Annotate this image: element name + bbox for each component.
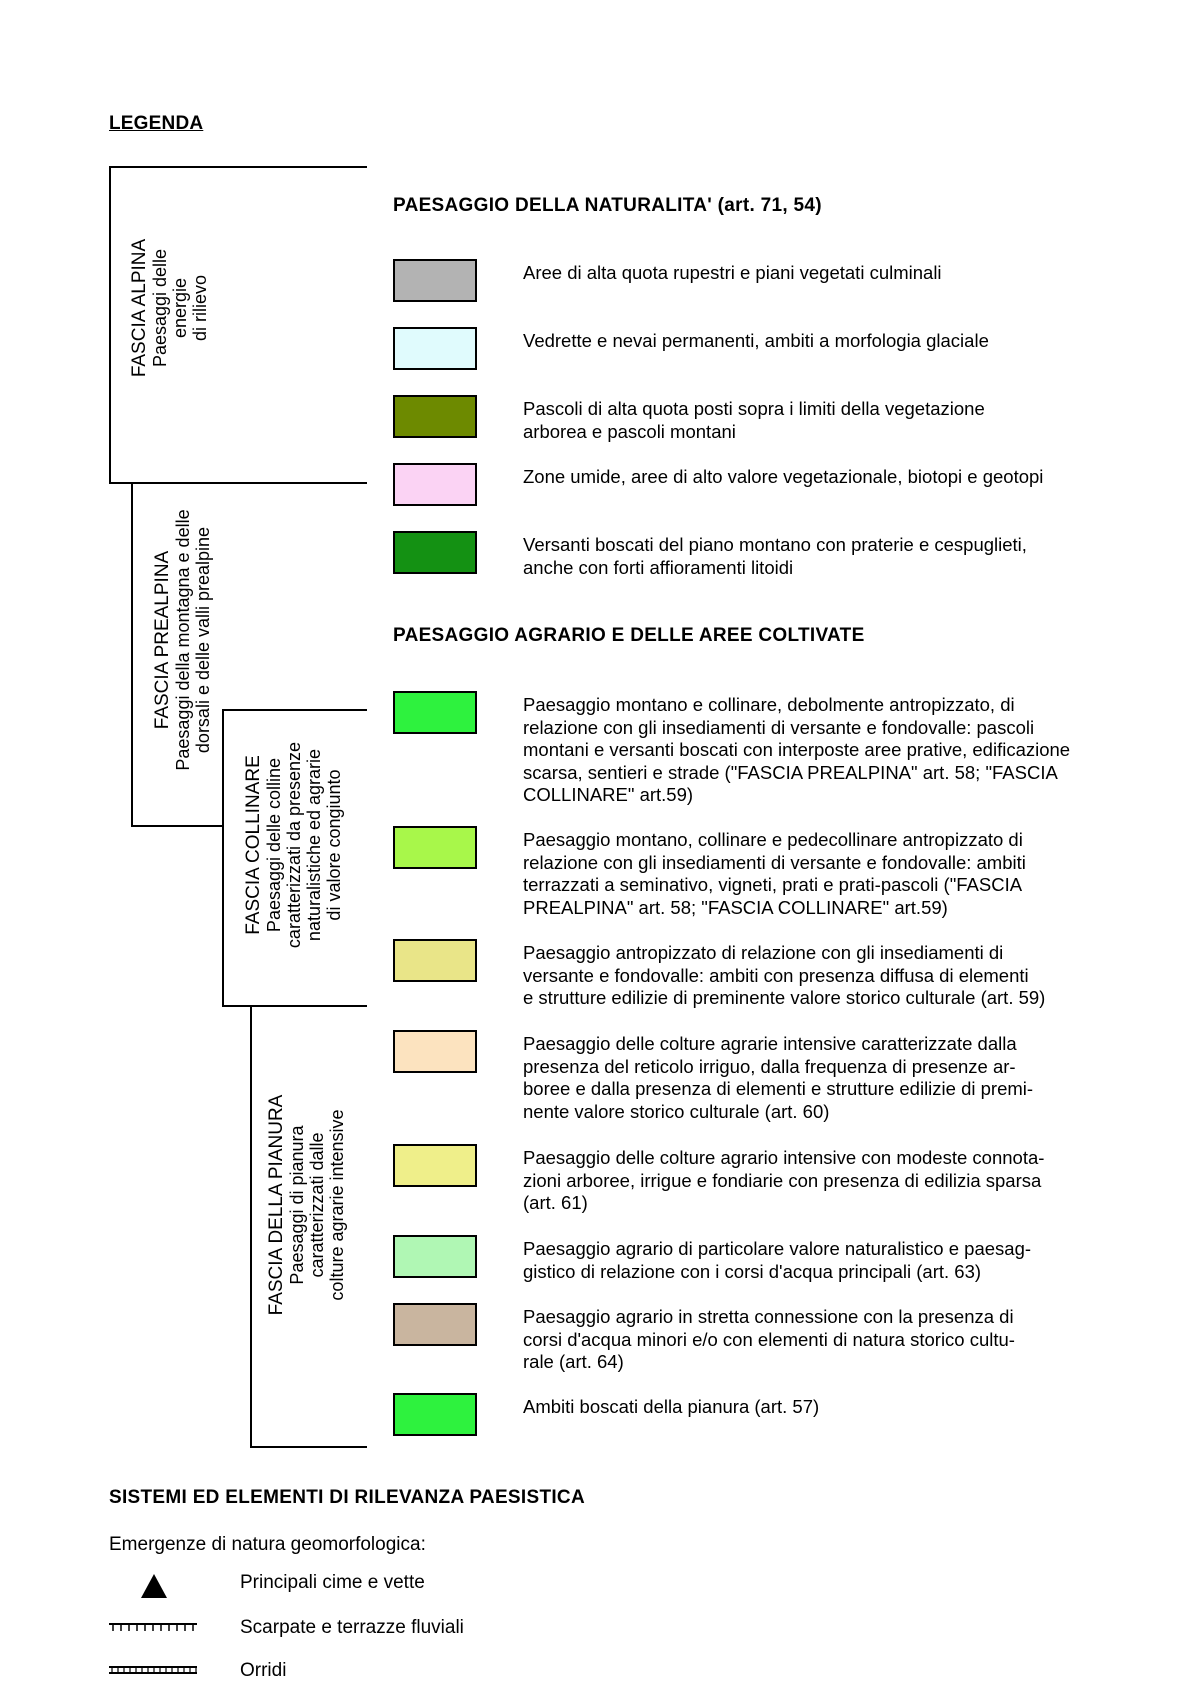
band-name: FASCIA PREALPINA <box>152 550 173 730</box>
item-description: Paesaggio montano, collinare e pedecollinare antropizzato di relazione con gli insediamenti di versante e fondovalle: ambiti terrazzati a seminativo, vigneti, prati e prati-pascoli ("FASCIA PREALPINA" art. 58; "FASCIA COLLINARE" art.59) <box>523 829 1026 918</box>
band-subtitle: Paesaggi delle energie di rilievo <box>150 248 210 368</box>
color-swatch <box>393 1030 477 1073</box>
color-swatch <box>393 1393 477 1436</box>
color-swatch <box>393 1144 477 1187</box>
band-name: FASCIA ALPINA <box>129 238 150 378</box>
symbol-label: Scarpate e terrazze fluviali <box>240 1617 464 1638</box>
color-swatch <box>393 826 477 869</box>
legend-title: LEGENDA <box>109 113 204 134</box>
triangle-peak-icon <box>140 1573 168 1599</box>
band-collinare <box>244 740 344 950</box>
color-swatch <box>393 691 477 734</box>
color-swatch <box>393 531 477 574</box>
symbol-label: Principali cime e vette <box>240 1572 425 1593</box>
band-pianura <box>267 1085 347 1325</box>
item-description: Paesaggio agrario di particolare valore naturalistico e paesag- gistico di relazione con i corsi d'acqua principali (art. 63) <box>523 1238 1032 1282</box>
color-swatch <box>393 1235 477 1278</box>
item-description: Paesaggio delle colture agrarie intensive caratterizzate dalla presenza del reticolo irriguo, dalla frequenza di presenze ar- boree e dalla presenza di elementi e strutture edilizie di premi- nente valore storico culturale (art. 60) <box>523 1033 1034 1122</box>
color-swatch <box>393 1303 477 1346</box>
color-swatch <box>393 259 477 302</box>
item-description: Aree di alta quota rupestri e piani vegetati culminali <box>523 262 942 283</box>
item-description: Pascoli di alta quota posti sopra i limiti della vegetazione arborea e pascoli montani <box>523 398 985 442</box>
item-description: Versanti boscati del piano montano con praterie e cespuglieti, anche con forti affioramenti litoidi <box>523 534 1027 578</box>
band-name: FASCIA DELLA PIANURA <box>266 1094 287 1316</box>
symbol-label: Orridi <box>240 1660 287 1681</box>
item-description: Paesaggio montano e collinare, debolmente antropizzato, di relazione con gli insediamenti di versante e fondovalle: pascoli montani e versanti boscati con interposte aree prative, edificazione scarsa, sentieri e strade ("FASCIA PREALPINA" art. 58; "FASCIA COLLINARE" art.59) <box>523 694 1071 805</box>
color-swatch <box>393 939 477 982</box>
band-alpina <box>130 218 210 398</box>
item-description: Vedrette e nevai permanenti, ambiti a morfologia glaciale <box>523 330 989 351</box>
scarp-line-icon <box>109 1622 197 1634</box>
band-prealpina <box>153 495 213 785</box>
item-description: Paesaggio agrario in stretta connessione con la presenza di corsi d'acqua minori e/o con elementi di natura storico cultu- rale (art. 64) <box>523 1306 1015 1372</box>
band-name: FASCIA COLLINARE <box>243 755 264 935</box>
emergenze-label: Emergenze di natura geomorfologica: <box>109 1534 426 1555</box>
section-title-sistemi: SISTEMI ED ELEMENTI DI RILEVANZA PAESISTICA <box>109 1487 585 1508</box>
band-subtitle: Paesaggi di pianura caratterizzati dalle colture agrarie intensive <box>287 1109 347 1301</box>
section-title-naturalita: PAESAGGIO DELLA NATURALITA' (art. 71, 54) <box>393 195 822 216</box>
color-swatch <box>393 395 477 438</box>
band-subtitle: Paesaggi delle colline caratterizzati da presenze naturalistiche ed agrarie di valore congiunto <box>264 741 344 949</box>
gorge-line-icon <box>109 1665 197 1675</box>
color-swatch <box>393 327 477 370</box>
item-description: Paesaggio antropizzato di relazione con gli insediamenti di versante e fondovalle: ambiti con presenza diffusa di elementi e strutture edilizie di preminente valore storico culturale (art. 59) <box>523 942 1046 1008</box>
item-description: Paesaggio delle colture agrario intensive con modeste connota- zioni arboree, irrigue e fondiarie con presenza di edilizia sparsa (art. 61) <box>523 1147 1045 1213</box>
section-title-agrario: PAESAGGIO AGRARIO E DELLE AREE COLTIVATE <box>393 625 865 646</box>
color-swatch <box>393 463 477 506</box>
item-description: Ambiti boscati della pianura (art. 57) <box>523 1396 820 1417</box>
band-subtitle: Paesaggi della montagna e delle dorsali e delle valli prealpine <box>173 509 213 771</box>
item-description: Zone umide, aree di alto valore vegetazionale, biotopi e geotopi <box>523 466 1044 487</box>
